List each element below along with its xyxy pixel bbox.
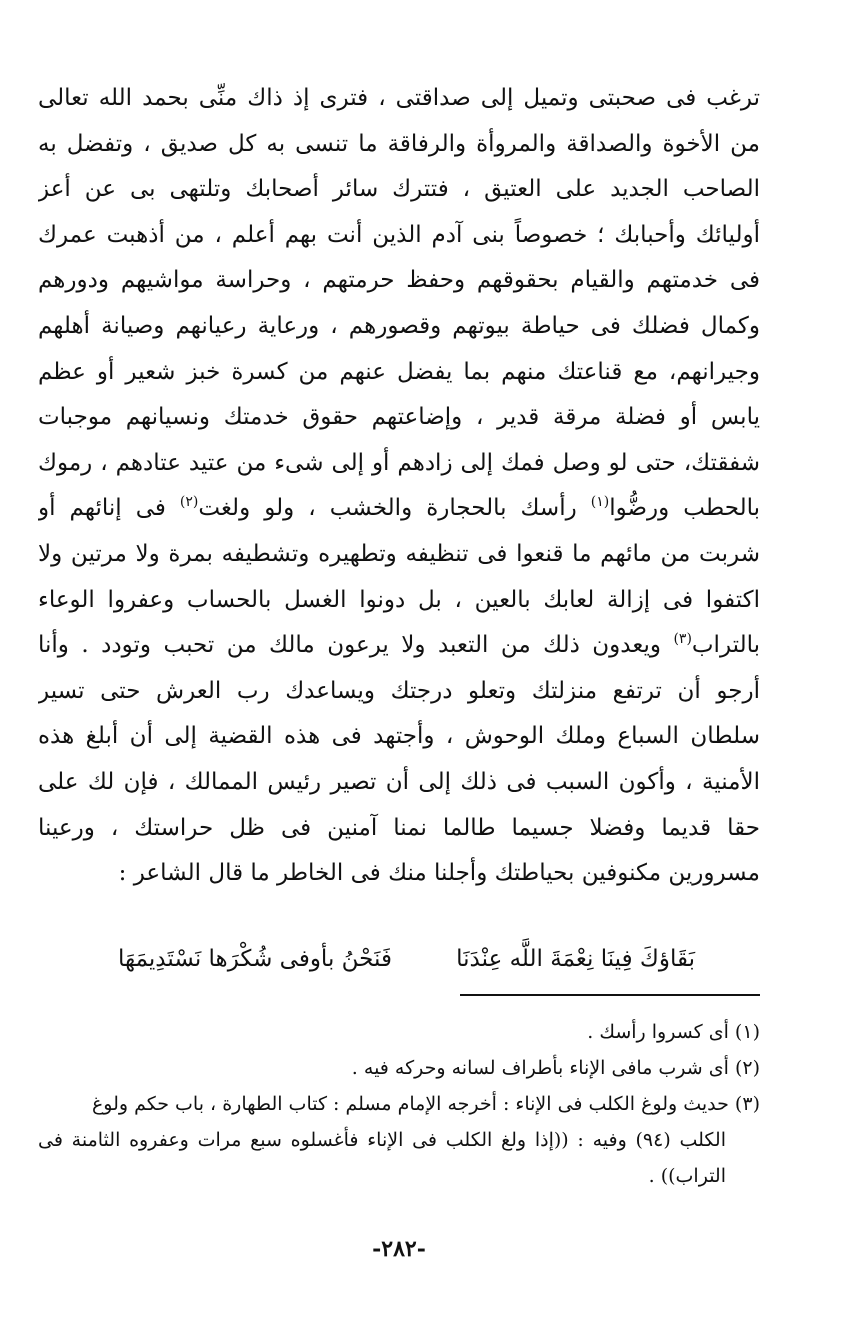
text-line-12: اكتفوا فى إزالة لعابك بالعين ، بل دونوا الغسل بالحساب وعفروا الوعاء: [38, 586, 760, 613]
footnote-divider: [460, 994, 760, 996]
text-line-8: يابس أو فضلة مرقة قدير ، وإضاعتهم حقوق خدمتك ونسيانهم موجبات: [38, 404, 760, 431]
text-segment: ويعدون ذلك من التعبد ولا يرعون مالك من تحبب وتودد . وأنا: [38, 632, 674, 659]
text-segment: بالتراب: [691, 632, 760, 659]
poem-first-hemistich: بَقَاؤكَ فِينَا نِعْمَةَ اللَّه عِنْدَنَا: [456, 946, 695, 972]
text-line-10: [38, 486, 760, 532]
page-number: -٢٨٢-: [372, 1236, 426, 1262]
main-text: [38, 76, 760, 897]
text-line-6: وكمال فضلك فى حياطة بيوتهم وقصورهم ، ورعاية رعيانهم وصيانة أهلهم: [38, 312, 760, 339]
text-line-17: حقا قديما وفضلا جسيما طالما نمنا آمنين فى ظل حراستك ، ورعينا: [38, 814, 760, 841]
poem-verse: [108, 936, 730, 986]
text-line-13: [38, 623, 760, 669]
text-segment: فى إنائهم أو: [38, 495, 180, 522]
footnote-ref-3[interactable]: (٣): [673, 631, 692, 648]
text-line-16: الأمنية ، وأكون السبب فى ذلك إلى أن تصير رئيس الممالك ، فإن لك على: [38, 768, 760, 795]
text-line-15: سلطان السباع وملك الوحوش ، وأجتهد فى هذه القضية إلى أن أبلغ هذه: [38, 723, 760, 750]
footnote-ref-2[interactable]: (٢): [179, 494, 199, 511]
footnote-3: (٣) حديث ولوغ الكلب فى الإناء : أخرجه الإمام مسلم : كتاب الطهارة ، باب حكم ولوغ: [91, 1093, 760, 1115]
text-line-14: أرجو أن ترتفع منزلتك وتعلو درجتك ويساعدك رب العرش حتى تسير: [38, 677, 760, 704]
text-line-1: ترغب فى صحبتى وتميل إلى صداقتى ، فترى إذ ذاك منِّى بحمد الله تعالى: [38, 85, 760, 111]
footnote-2: (٢) أى شرب مافى الإناء بأطراف لسانه وحركه فيه .: [351, 1057, 760, 1079]
text-line-9: شفقتك، حتى لو وصل فمك إلى زادهم أو إلى شىء من عتيد عتادهم ، رموك: [38, 449, 760, 476]
book-page: [38, 76, 760, 1296]
footnote-3-continuation: الكلب (٩٤) وفيه : ((إذا ولغ الكلب فى الإناء فأغسلوه سبع مرات وعفروه الثامنة فى: [38, 1129, 726, 1151]
footnote-1: (١) أى كسروا رأسك .: [587, 1021, 760, 1043]
footnotes: [38, 1014, 760, 1194]
footnote-3-continuation: التراب)) .: [648, 1165, 726, 1187]
text-line-11: شربت من مائهم ما قنعوا فى تنظيفه وتطهيره وتشطيفه بمرة ولا مرتين ولا: [38, 540, 760, 567]
text-line-18: مسرورين مكنوفين بحياطتك وأجلنا منك فى الخاطر ما قال الشاعر :: [118, 860, 760, 887]
text-line-7: وجيرانهم، مع قناعتك منهم بما يفضل عنهم من كسرة خبز شعير أو عظم: [38, 358, 760, 385]
text-line-3: الصاحب الجديد على العتيق ، فتترك سائر أصحابك وتلتهى بى عن أعز: [38, 176, 760, 203]
text-line-5: فى خدمتهم والقيام بحقوقهم وحفظ حرمتهم ، وحراسة مواشيهم ودورهم: [38, 267, 760, 294]
text-segment: رأسك بالحجارة والخشب ، ولو ولغت: [198, 495, 591, 522]
footnote-ref-1[interactable]: (١): [590, 494, 610, 511]
poem-second-hemistich: فَنَحْنُ بأوفى شُكْرَها نَسْتَدِيمَهَا: [118, 946, 392, 972]
text-segment: بالحطب ورضُّوا: [609, 495, 760, 522]
text-line-2: من الأخوة والصداقة والمروأة والرفاقة ما تنسى به كل صديق ، وتفضل به: [38, 130, 760, 157]
text-line-4: أوليائك وأحبابك ؛ خصوصاً بنى آدم الذين أنت بهم أعلم ، من أذهبت عمرك: [38, 221, 760, 248]
